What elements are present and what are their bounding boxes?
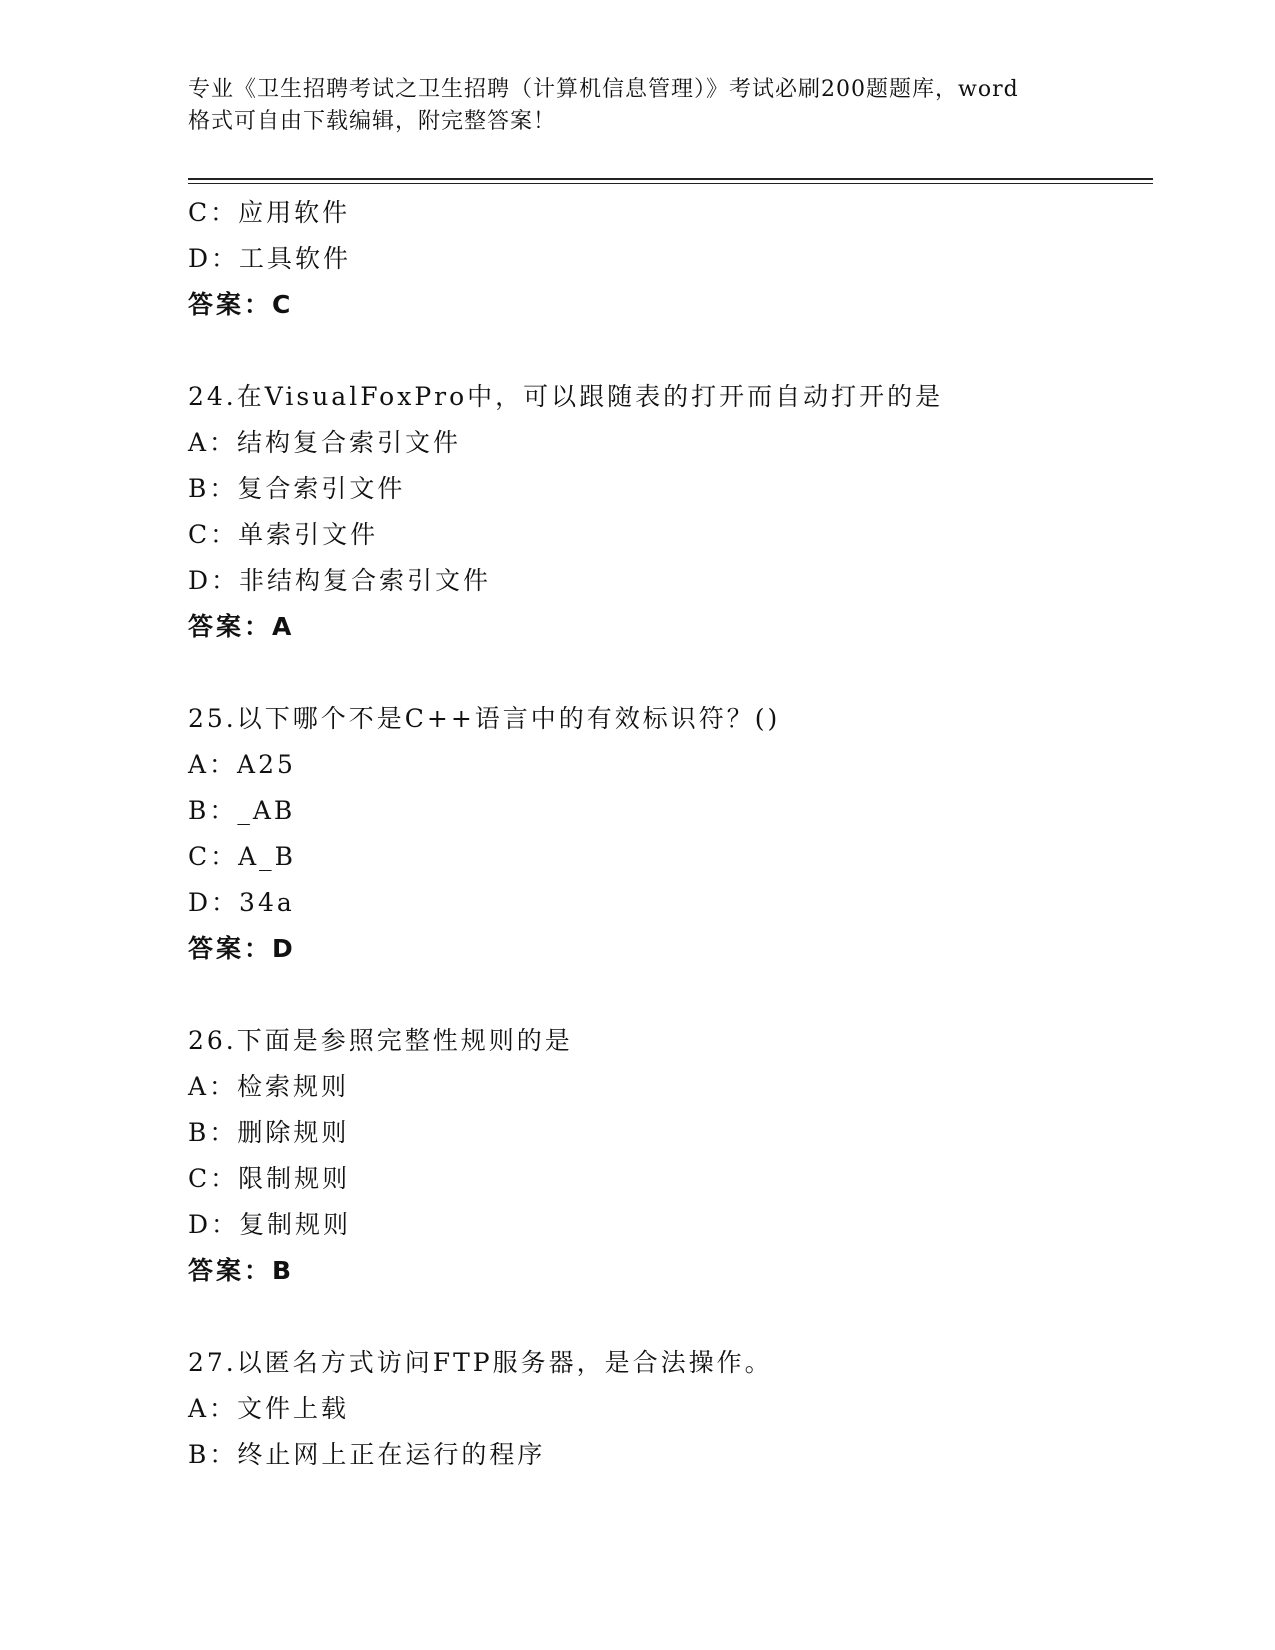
header-line-2: 格式可自由下载编辑，附完整答案！ bbox=[188, 109, 557, 134]
question-stem: 24.在VisualFoxPro中，可以跟随表的打开而自动打开的是 bbox=[188, 382, 944, 411]
question-list bbox=[188, 190, 1148, 1478]
spacer bbox=[188, 650, 1148, 696]
answer-line: 答案：C bbox=[188, 290, 294, 319]
option-c: C：应用软件 bbox=[188, 198, 351, 227]
option-a: A：检索规则 bbox=[188, 1072, 350, 1101]
header-line-1: 专业《卫生招聘考试之卫生招聘（计算机信息管理）》考试必刷200题题库，word bbox=[188, 77, 1019, 102]
document-header bbox=[188, 74, 1088, 138]
option-c: C：A_B bbox=[188, 842, 297, 871]
option-a: A：A25 bbox=[188, 750, 296, 779]
option-d: D：34a bbox=[188, 888, 295, 917]
option-b: B：复合索引文件 bbox=[188, 474, 406, 503]
option-b: B：删除规则 bbox=[188, 1118, 350, 1147]
header-divider-thick bbox=[188, 178, 1153, 180]
answer-line: 答案：A bbox=[188, 612, 295, 641]
option-d: D：工具软件 bbox=[188, 244, 352, 273]
option-b: B：终止网上正在运行的程序 bbox=[188, 1440, 546, 1469]
option-a: A：结构复合索引文件 bbox=[188, 428, 462, 457]
option-d: D：非结构复合索引文件 bbox=[188, 566, 492, 595]
option-d: D：复制规则 bbox=[188, 1210, 352, 1239]
spacer bbox=[188, 972, 1148, 1018]
answer-line: 答案：D bbox=[188, 934, 296, 963]
question-stem: 27.以匿名方式访问FTP服务器，是合法操作。 bbox=[188, 1348, 773, 1377]
spacer bbox=[188, 1294, 1148, 1340]
option-c: C：单索引文件 bbox=[188, 520, 379, 549]
question-stem: 25.以下哪个不是C++语言中的有效标识符？() bbox=[188, 704, 781, 733]
option-c: C：限制规则 bbox=[188, 1164, 351, 1193]
header-divider-thin bbox=[188, 183, 1153, 184]
question-stem: 26.下面是参照完整性规则的是 bbox=[188, 1026, 573, 1055]
answer-line: 答案：B bbox=[188, 1256, 295, 1285]
option-b: B：_AB bbox=[188, 796, 296, 825]
spacer bbox=[188, 328, 1148, 374]
option-a: A：文件上载 bbox=[188, 1394, 350, 1423]
